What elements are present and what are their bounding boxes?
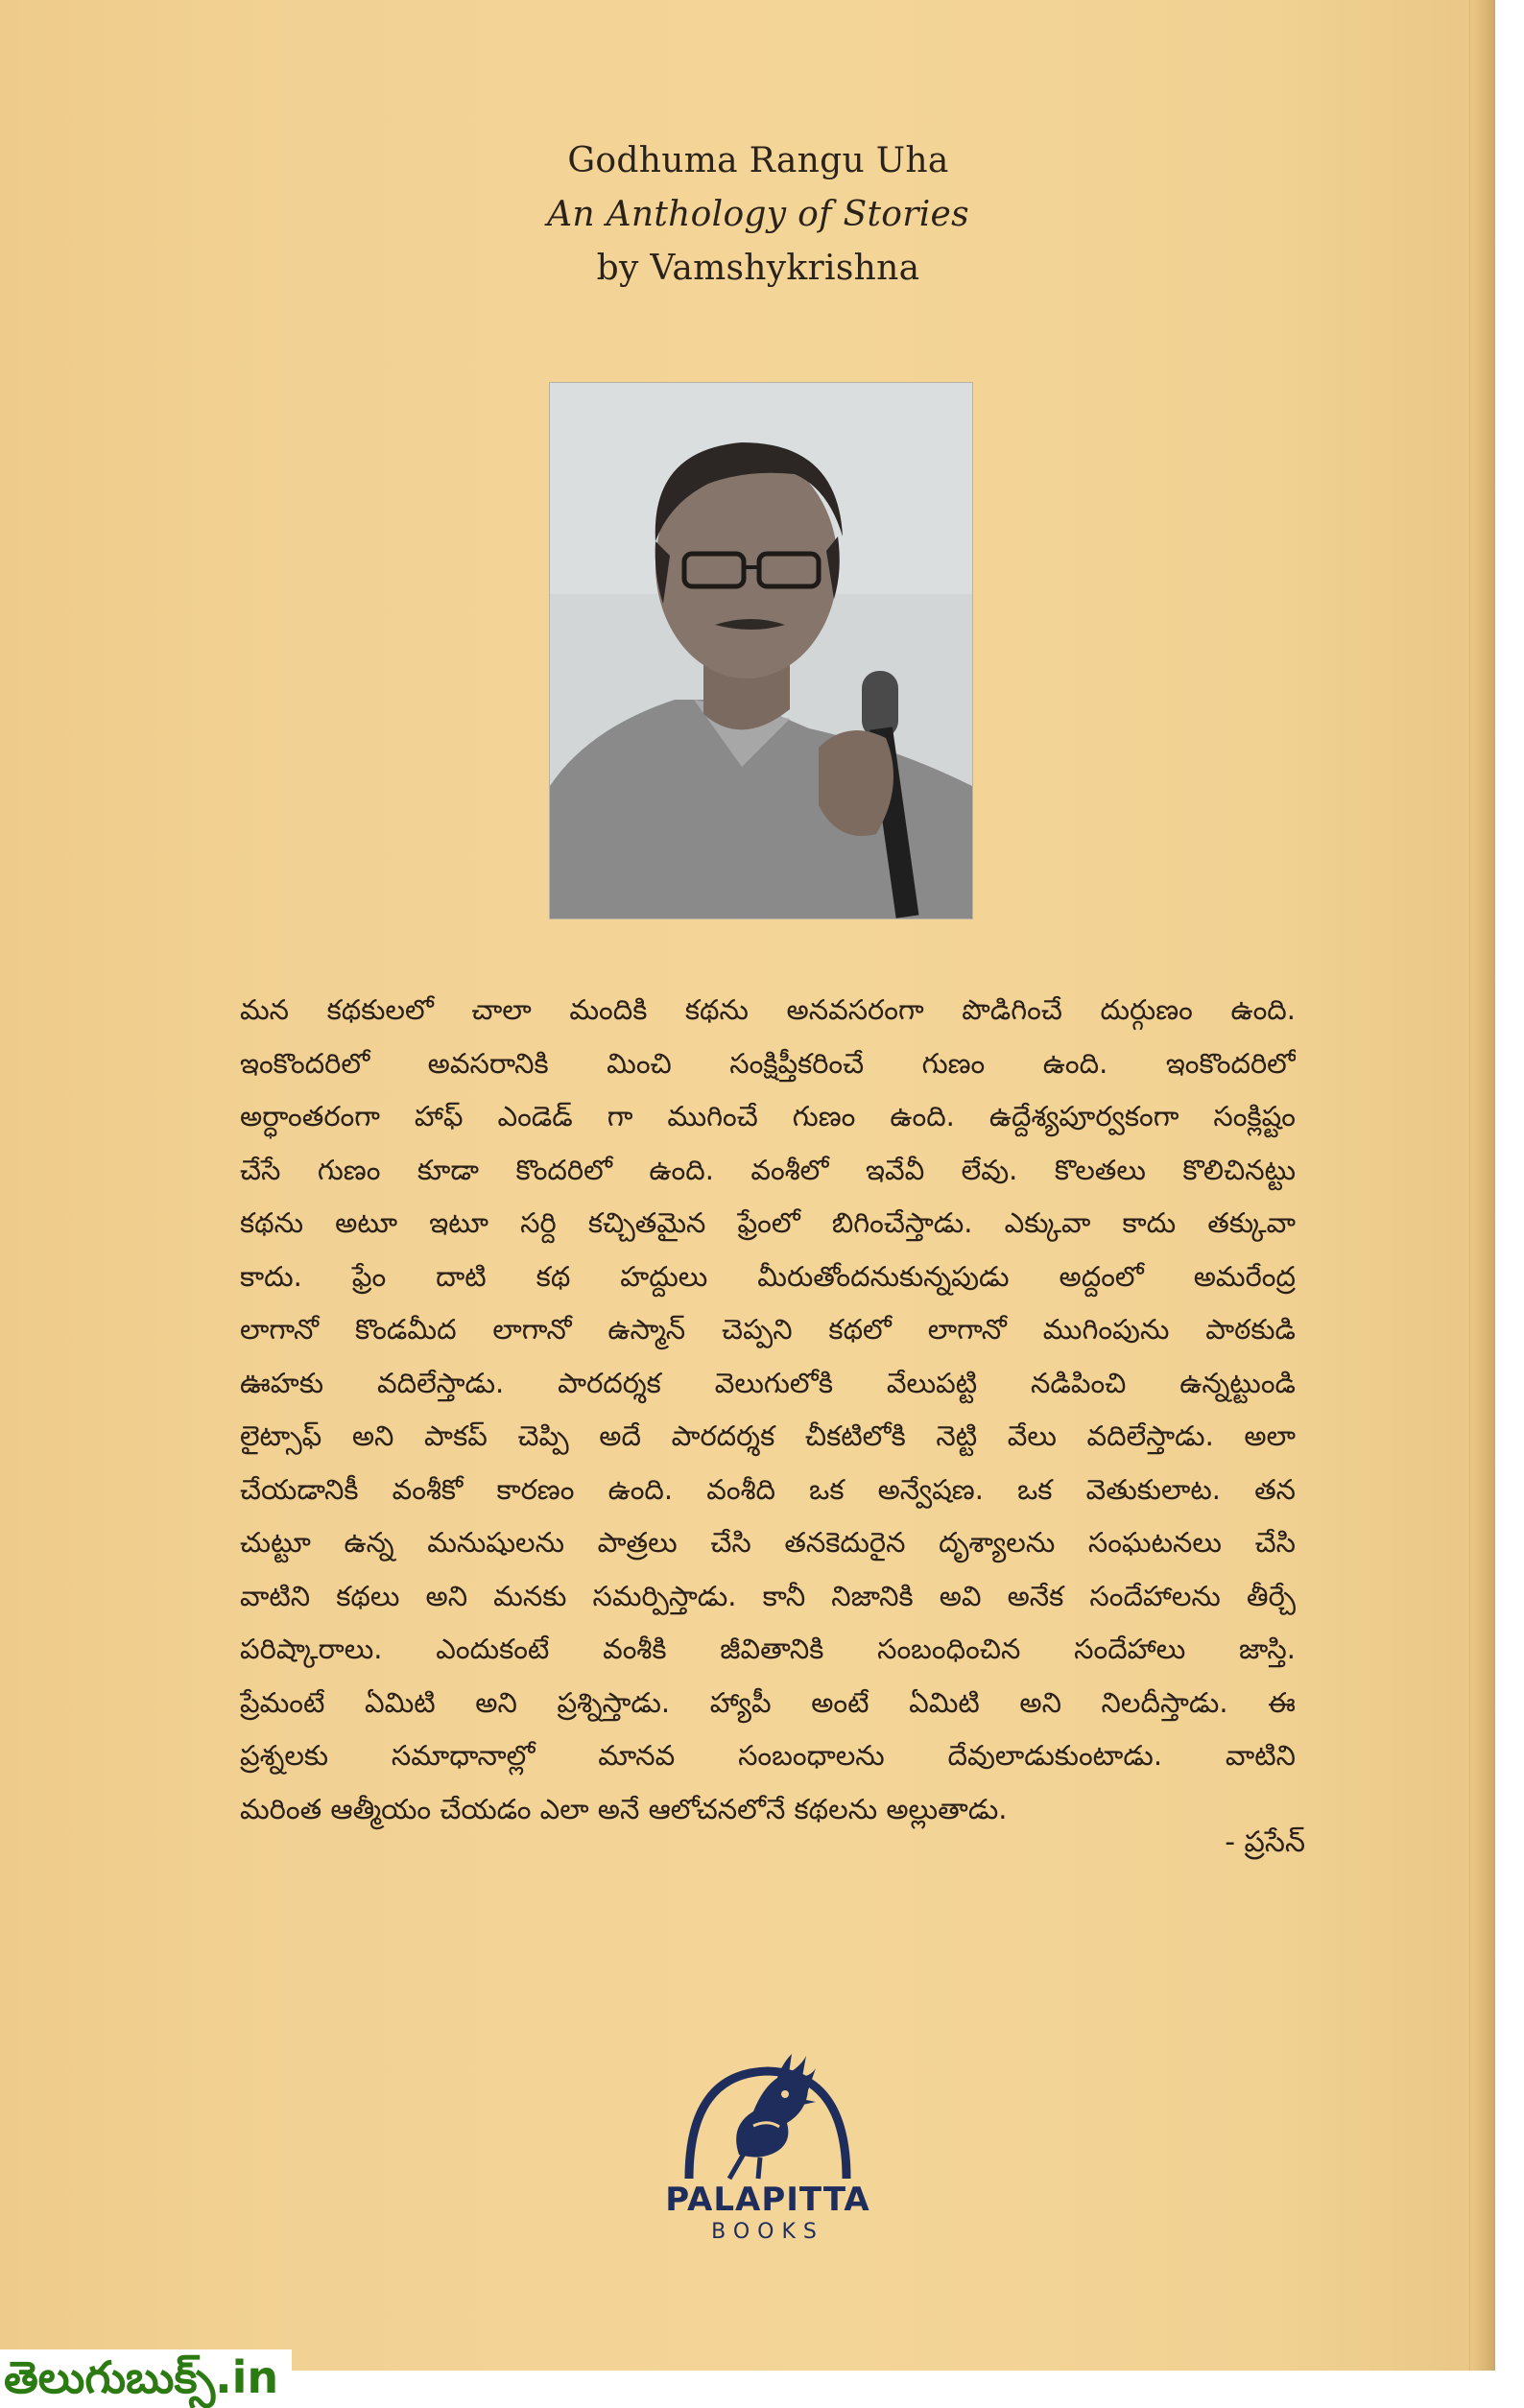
blurb-text: [240, 984, 1296, 1836]
blurb-line: వాటిని కథలు అని మనకు సమర్పిస్తాడు. కానీ నిజానికి అవి అనేక సందేహాలను తీర్చే: [240, 1579, 1296, 1612]
blurb-line: కాదు. ఫ్రేం దాటి కథ హద్దులు మీరుతోందనుకున్నపుడు అద్దంలో అమరేంద్ర: [240, 1259, 1296, 1293]
blurb-line: లైట్సాఫ్ అని పాకప్ చెప్పి అదే పారదర్శక చీకటిలోకి నెట్టి వేలు వదిలేస్తాడు. అలా: [240, 1419, 1296, 1452]
blurb-line: అర్ధాంతరంగా హాఫ్ ఎండెడ్ గా ముగించే గుణం ఉంది. ఉద్దేశ్యపూర్వకంగా సంక్లిష్టం: [240, 1100, 1296, 1132]
blurb-line: ప్రేమంటే ఏమిటి అని ప్రశ్నిస్తాడు. హ్యాపీ అంటే ఏమిటి అని నిలదీస్తాడు. ఈ: [240, 1685, 1296, 1719]
blurb-line: మన కథకులలో చాలా మందికి కథను అనవసరంగా పొడిగించే దుర్గుణం ఉంది.: [240, 993, 1296, 1026]
blurb-line: ఇంకొందరిలో అవసరానికి మించి సంక్షిప్తీకరించే గుణం ఉంది. ఇంకొందరిలో: [240, 1046, 1296, 1080]
book-title: Godhuma Rangu Uha: [567, 141, 949, 180]
palapitta-bird-icon: [672, 2035, 864, 2188]
blurb-line: ప్రశ్నలకు సమాధానాల్లో మానవ సంబంధాలను దేవులాడుకుంటాడు. వాటిని: [240, 1739, 1296, 1772]
book-subtitle: An Anthology of Stories: [547, 195, 969, 234]
blurb-line: పరిష్కారాలు. ఎందుకంటే వంశీకి జీవితానికి సంబంధించిన సందేహాలు జాస్తి.: [240, 1633, 1296, 1665]
publisher-name: PALAPITTA: [665, 2181, 870, 2219]
publisher-sub: BOOKS: [711, 2220, 824, 2244]
author-portrait-icon: [550, 383, 972, 918]
title-block: [374, 134, 1142, 296]
blurb-signature: - ప్రసేన్: [1225, 1825, 1305, 1859]
blurb-line: చుట్టూ ఉన్న మనుషులను పాత్రలు చేసి తనకెదురైన దృశ్యాలను సంఘటనలు చేసి: [240, 1526, 1296, 1559]
blurb-line: ఊహకు వదిలేస్తాడు. పారదర్శక వెలుగులోకి వేలుపట్టి నడిపించి ఉన్నట్టుండి: [240, 1366, 1296, 1399]
spine-edge: [1469, 0, 1495, 2371]
blurb-line: చేసే గుణం కూడా కొందరిలో ఉంది. వంశీలో ఇవేవీ లేవు. కొలతలు కొలిచినట్టు: [240, 1153, 1296, 1186]
publisher-logo: [662, 2035, 873, 2275]
site-watermark: తెలుగుబుక్స్.in: [0, 2349, 292, 2408]
blurb-line: కథను అటూ ఇటూ సర్ది కచ్చితమైన ఫ్రేంలో బిగించేస్తాడు. ఎక్కువా కాదు తక్కువా: [240, 1206, 1296, 1239]
author-line: by Vamshykrishna: [596, 249, 920, 288]
blurb-line: లాగానో కొండమీద లాగానో ఉస్మాన్ చెప్పని కథలో లాగానో ముగింపును పాఠకుడి: [240, 1313, 1296, 1346]
blurb-line: మరింత ఆత్మీయం చేయడం ఎలా అనే ఆలోచనలోనే కథలను అల్లుతాడు.: [240, 1792, 1008, 1825]
author-photo: [549, 382, 973, 919]
blurb-line: చేయడానికీ వంశీకో కారణం ఉంది. వంశీది ఒక అన్వేషణ. ఒక వెతుకులాట. తన: [240, 1472, 1296, 1506]
